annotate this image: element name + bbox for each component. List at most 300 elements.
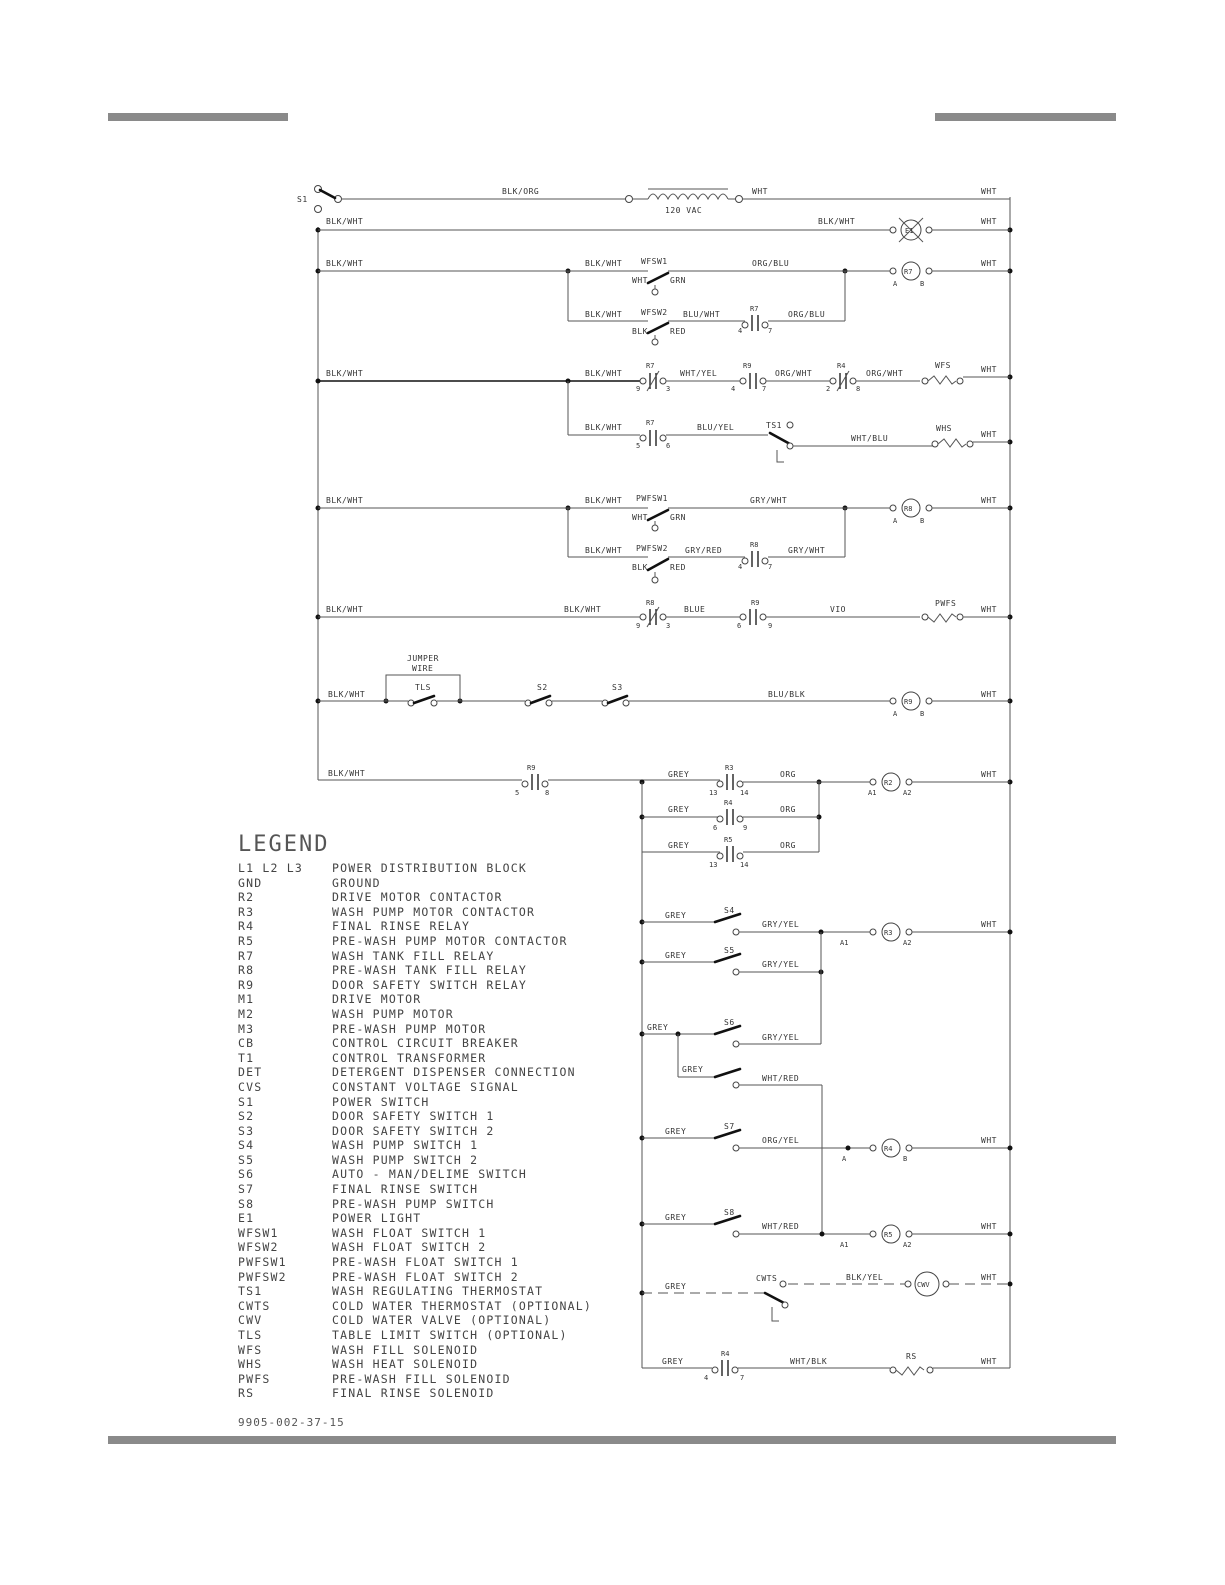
terminal-label: A2 <box>903 939 912 947</box>
rung-prewash-pump <box>640 1208 1013 1249</box>
wire-label: BLK <box>632 563 648 572</box>
switch-label: WFSW1 <box>641 257 668 266</box>
rung-wash-float-1 <box>316 257 1013 345</box>
legend-code: CWV <box>238 1313 263 1328</box>
legend-description: TABLE LIMIT SWITCH (OPTIONAL) <box>332 1328 568 1342</box>
wire-label: GREY <box>668 770 690 779</box>
wire-label: BLK/WHT <box>585 310 623 319</box>
wire-label: GRY/YEL <box>762 1033 800 1042</box>
legend-description: CONSTANT VOLTAGE SIGNAL <box>332 1079 519 1094</box>
s7-switch <box>715 1130 740 1138</box>
legend-code: S6 <box>238 1167 255 1182</box>
legend-row <box>238 1007 592 1022</box>
legend-description: WASH FLOAT SWITCH 2 <box>332 1240 487 1255</box>
terminal-label: B <box>920 710 925 718</box>
terminal-label: 14 <box>740 861 749 869</box>
legend-row <box>238 905 592 920</box>
legend-code: GND <box>238 875 263 890</box>
wire-label: GREY <box>682 1065 704 1074</box>
legend-code: TS1 <box>238 1284 263 1299</box>
switch-label: S7 <box>724 1122 735 1131</box>
terminal-label: 3 <box>666 622 671 630</box>
wire-label: BLK/WHT <box>585 423 623 432</box>
legend-description: PRE-WASH TANK FILL RELAY <box>332 963 527 978</box>
rung-prewash-float-1 <box>316 494 1013 583</box>
switch-label: TLS <box>415 683 431 692</box>
terminal-label: 7 <box>768 563 773 571</box>
legend-code: S5 <box>238 1152 255 1167</box>
terminal-label: A1 <box>868 789 877 797</box>
legend-row <box>238 1138 592 1153</box>
legend-row <box>238 1167 592 1182</box>
legend-row <box>238 1051 592 1066</box>
terminal-label: 7 <box>762 385 767 393</box>
legend-code: PWFS <box>238 1371 271 1386</box>
legend-row <box>238 1182 592 1197</box>
contact-label: R3 <box>725 764 734 772</box>
component-label: R7 <box>904 268 913 276</box>
component-label: R9 <box>904 698 913 706</box>
wire-label: GRN <box>670 513 686 522</box>
wire-label: BLK/ORG <box>502 187 540 196</box>
legend-list <box>238 861 592 1401</box>
legend-description: PRE-WASH PUMP MOTOR CONTACTOR <box>332 933 568 948</box>
wash-fill-solenoid <box>928 376 956 384</box>
legend-description: WASH TANK FILL RELAY <box>332 948 495 963</box>
terminal-label: B <box>920 517 925 525</box>
terminal-label: 5 <box>636 442 641 450</box>
legend-row <box>238 934 592 949</box>
legend-code: S7 <box>238 1182 255 1197</box>
legend-code: CVS <box>238 1079 263 1094</box>
wire-label: ORG/YEL <box>762 1136 800 1145</box>
legend-code: R2 <box>238 890 255 905</box>
terminal-label: A2 <box>903 1241 912 1249</box>
legend-description: CONTROL TRANSFORMER <box>332 1050 487 1065</box>
wire-label: BLU/BLK <box>768 690 806 699</box>
wire-label: ORG <box>780 841 796 850</box>
rung-final-rinse <box>640 1122 1013 1163</box>
legend-row <box>238 949 592 964</box>
wire-label: BLU/WHT <box>683 310 721 319</box>
contact-label: R8 <box>646 599 655 607</box>
wire-label: WHT <box>981 690 997 699</box>
legend-code: PWFSW1 <box>238 1255 287 1270</box>
wire-label: GRY/WHT <box>788 546 826 555</box>
component-label: WFS <box>935 361 951 370</box>
legend-row <box>238 1197 592 1212</box>
legend-description: POWER SWITCH <box>332 1094 430 1109</box>
component-label: R4 <box>884 1145 893 1153</box>
contact-label: R7 <box>646 362 655 370</box>
terminal-label: B <box>903 1155 908 1163</box>
terminal-label: 7 <box>768 327 773 335</box>
switch-label: S3 <box>612 683 623 692</box>
component-label: PWFS <box>935 599 957 608</box>
contact-label: R9 <box>743 362 752 370</box>
legend-row <box>238 1284 592 1299</box>
legend-description: WASH PUMP SWITCH 1 <box>332 1138 479 1153</box>
legend <box>238 832 592 1401</box>
legend-row <box>238 1357 592 1372</box>
legend-description: WASH PUMP MOTOR CONTACTOR <box>332 904 536 919</box>
legend-row <box>238 1211 592 1226</box>
terminal-label: 9 <box>636 385 641 393</box>
s6-switch-delime <box>715 1069 740 1077</box>
legend-code: WHS <box>238 1357 263 1372</box>
legend-description: PRE-WASH FILL SOLENOID <box>332 1371 511 1386</box>
legend-code: S2 <box>238 1109 255 1124</box>
wire-label: ORG/WHT <box>866 369 904 378</box>
terminal-label: 13 <box>709 789 718 797</box>
contact-label: R8 <box>750 541 759 549</box>
terminal-label: A <box>893 517 898 525</box>
legend-code: M3 <box>238 1021 255 1036</box>
wire-label: BLK/WHT <box>564 605 602 614</box>
component-label: RS <box>906 1352 917 1361</box>
contact-label: R4 <box>837 362 846 370</box>
wire-label: GRY/RED <box>685 546 723 555</box>
ts1-thermostat <box>770 433 790 444</box>
jumper-label: WIRE <box>412 664 434 673</box>
terminal-label: 6 <box>713 824 718 832</box>
wire-label: WHT/RED <box>762 1222 800 1231</box>
wire-label: WHT <box>981 365 997 374</box>
terminal-label: 4 <box>704 1374 709 1382</box>
terminal-label: 4 <box>738 563 743 571</box>
legend-row <box>238 1036 592 1051</box>
legend-description: DRIVE MOTOR <box>332 992 422 1007</box>
terminal-label: B <box>920 280 925 288</box>
switch-label: S5 <box>724 946 735 955</box>
legend-code: PWFSW2 <box>238 1269 287 1284</box>
legend-description: COLD WATER VALVE (OPTIONAL) <box>332 1313 552 1328</box>
terminal-label: 7 <box>740 1374 745 1382</box>
s1-label: S1 <box>297 195 308 204</box>
wire-label: WHT <box>981 1222 997 1231</box>
terminal-label: 4 <box>738 327 743 335</box>
switch-label: PWFSW1 <box>636 494 668 503</box>
legend-row <box>238 1313 592 1328</box>
legend-row <box>238 1240 592 1255</box>
rung-transformer <box>297 186 1010 216</box>
legend-description: POWER LIGHT <box>332 1211 422 1226</box>
wire-label: WHT/BLU <box>851 434 889 443</box>
legend-description: WASH REGULATING THERMOSTAT <box>332 1284 544 1299</box>
wire-label: WHT <box>981 605 997 614</box>
legend-description: PRE-WASH PUMP MOTOR <box>332 1021 487 1036</box>
legend-description: FINAL RINSE RELAY <box>332 919 471 934</box>
legend-description: DOOR SAFETY SWITCH RELAY <box>332 977 527 992</box>
legend-description: DETERGENT DISPENSER CONNECTION <box>332 1065 576 1080</box>
wire-label: GREY <box>668 805 690 814</box>
wire-label: BLU/YEL <box>697 423 735 432</box>
wire-label: BLK/WHT <box>326 369 364 378</box>
legend-code: R4 <box>238 919 255 934</box>
wire-label: GREY <box>668 841 690 850</box>
legend-row <box>238 1124 592 1139</box>
legend-code: S4 <box>238 1138 255 1153</box>
legend-row <box>238 1372 592 1387</box>
contact-label: R9 <box>527 764 536 772</box>
wire-label: BLUE <box>684 605 706 614</box>
legend-description: FINAL RINSE SOLENOID <box>332 1386 495 1401</box>
wire-label: BLK/WHT <box>326 217 364 226</box>
legend-code: DET <box>238 1065 263 1080</box>
s5-switch <box>715 954 740 962</box>
terminal-label: 8 <box>545 789 550 797</box>
wire-label: BLK/WHT <box>585 546 623 555</box>
legend-row <box>238 1343 592 1358</box>
component-label: E1 <box>905 227 914 235</box>
wfsw1-switch <box>648 273 668 283</box>
s8-switch <box>715 1216 740 1224</box>
legend-description: WASH PUMP SWITCH 2 <box>332 1152 479 1167</box>
legend-code: T1 <box>238 1050 255 1065</box>
wire-label: BLK/WHT <box>585 369 623 378</box>
wire-label: GREY <box>665 951 687 960</box>
wire-label: WHT <box>981 217 997 226</box>
wire-label: BLK/WHT <box>818 217 856 226</box>
prewash-fill-solenoid <box>928 614 956 622</box>
wire-label: GREY <box>665 1213 687 1222</box>
component-label: R3 <box>884 929 893 937</box>
legend-description: WASH HEAT SOLENOID <box>332 1357 479 1372</box>
switch-label: PWFSW2 <box>636 544 668 553</box>
wire-label: WHT <box>981 259 997 268</box>
legend-description: FINAL RINSE SWITCH <box>332 1182 479 1197</box>
legend-description: POWER DISTRIBUTION BLOCK <box>332 861 527 875</box>
contact-label: R9 <box>751 599 760 607</box>
legend-description: PRE-WASH FLOAT SWITCH 1 <box>332 1255 519 1270</box>
legend-row <box>238 1255 592 1270</box>
wire-label: GREY <box>647 1023 669 1032</box>
legend-description: GROUND <box>332 875 381 890</box>
contact-label: R4 <box>724 799 733 807</box>
legend-code: S8 <box>238 1196 255 1211</box>
legend-description: DRIVE MOTOR CONTACTOR <box>332 890 503 905</box>
wire-label: WHT <box>632 513 648 522</box>
wire-label: ORG/BLU <box>752 259 790 268</box>
wire-label: BLK/WHT <box>585 496 623 505</box>
wash-heat-solenoid <box>938 439 966 447</box>
legend-code: E1 <box>238 1211 255 1226</box>
wire-label: BLK <box>632 327 648 336</box>
legend-row <box>238 1095 592 1110</box>
terminal-label: 13 <box>709 861 718 869</box>
terminal-label: 8 <box>856 385 861 393</box>
terminal-label: 9 <box>743 824 748 832</box>
wire-label: WHT <box>981 1136 997 1145</box>
legend-description: WASH PUMP MOTOR <box>332 1006 454 1021</box>
drawing-number: 9905-002-37-15 <box>238 1416 345 1429</box>
legend-row <box>238 890 592 905</box>
contact-label: R5 <box>724 836 733 844</box>
legend-code: CWTS <box>238 1298 271 1313</box>
terminal-label: A1 <box>840 939 849 947</box>
legend-code: WFS <box>238 1342 263 1357</box>
switch-label: S2 <box>537 683 548 692</box>
rung-cold-water-optional <box>640 1272 1013 1321</box>
jumper-label: JUMPER <box>407 654 439 663</box>
legend-code: L1 L2 L3 <box>238 861 303 875</box>
wire-label: VIO <box>830 605 846 614</box>
switch-label: CWTS <box>756 1274 778 1283</box>
wfsw2-switch <box>648 323 668 333</box>
rung-door-safety <box>316 654 1013 718</box>
switch-label: WFSW2 <box>641 308 668 317</box>
legend-description: PRE-WASH PUMP SWITCH <box>332 1196 495 1211</box>
legend-description: PRE-WASH FLOAT SWITCH 2 <box>332 1269 519 1284</box>
pwfsw2-switch <box>648 559 668 570</box>
legend-row <box>238 1153 592 1168</box>
component-label: CWV <box>917 1281 930 1289</box>
rung-wash-fill <box>316 361 1013 462</box>
component-label: R2 <box>884 779 893 787</box>
legend-row <box>238 1299 592 1314</box>
legend-description: COLD WATER THERMOSTAT (OPTIONAL) <box>332 1298 592 1313</box>
legend-code: TLS <box>238 1328 263 1342</box>
wire-label: GREY <box>665 1127 687 1136</box>
wire-label: GRY/YEL <box>762 920 800 929</box>
legend-code: R7 <box>238 948 255 963</box>
wire-label: GRY/WHT <box>750 496 788 505</box>
wire-label: BLK/WHT <box>326 259 364 268</box>
wire-label: WHT <box>981 1273 997 1282</box>
contact-label: R4 <box>721 1350 730 1358</box>
legend-row <box>238 1270 592 1285</box>
legend-description: WASH FILL SOLENOID <box>332 1342 479 1357</box>
legend-row <box>238 1109 592 1124</box>
terminal-label: 2 <box>826 385 831 393</box>
legend-row <box>238 919 592 934</box>
legend-code: CB <box>238 1036 255 1051</box>
legend-row <box>238 861 592 876</box>
legend-code: M2 <box>238 1006 255 1021</box>
legend-description: CONTROL CIRCUIT BREAKER <box>332 1036 519 1051</box>
switch-label: S6 <box>724 1018 735 1027</box>
legend-code: R3 <box>238 904 255 919</box>
legend-row <box>238 1328 592 1343</box>
switch-label: TS1 <box>766 421 782 430</box>
wire-label: GREY <box>662 1357 684 1366</box>
legend-code: M1 <box>238 992 255 1007</box>
wire-label: WHT <box>981 920 997 929</box>
wire-label: WHT/RED <box>762 1074 800 1083</box>
legend-row <box>238 992 592 1007</box>
wire-label: ORG/WHT <box>775 369 813 378</box>
legend-code: R8 <box>238 963 255 978</box>
legend-row <box>238 1080 592 1095</box>
rung-prewash-fill <box>316 599 1013 630</box>
terminal-label: 6 <box>666 442 671 450</box>
wire-label: WHT <box>981 187 997 196</box>
s6-switch <box>715 1026 740 1034</box>
rung-power-light <box>316 217 1013 242</box>
legend-row <box>238 876 592 891</box>
wire-label: WHT <box>981 430 997 439</box>
rung-rinse-solenoid <box>642 1350 1010 1382</box>
legend-description: AUTO - MAN/DELIME SWITCH <box>332 1167 527 1182</box>
final-rinse-solenoid <box>896 1367 924 1375</box>
terminal-label: A <box>893 710 898 718</box>
terminal-label: 3 <box>666 385 671 393</box>
legend-code: S1 <box>238 1094 255 1109</box>
wire-label: BLK/WHT <box>326 496 364 505</box>
wire-label: GREY <box>665 911 687 920</box>
terminal-label: 9 <box>768 622 773 630</box>
wire-label: BLK/WHT <box>326 605 364 614</box>
wire-label: GRN <box>670 276 686 285</box>
s4-switch <box>715 914 740 922</box>
transformer-coil <box>648 194 728 199</box>
legend-code: R5 <box>238 933 255 948</box>
terminal-label: 14 <box>740 789 749 797</box>
wire-label: GRY/YEL <box>762 960 800 969</box>
pwfsw1-switch <box>648 510 668 520</box>
legend-description: DOOR SAFETY SWITCH 1 <box>332 1109 495 1124</box>
legend-row <box>238 1022 592 1037</box>
terminal-label: 4 <box>731 385 736 393</box>
wire-label: WHT/YEL <box>680 369 718 378</box>
terminal-label: A <box>893 280 898 288</box>
legend-row <box>238 1065 592 1080</box>
wire-label: WHT <box>981 1357 997 1366</box>
wire-label: RED <box>670 327 686 336</box>
legend-title: LEGEND <box>238 832 330 857</box>
wire-label: BLK/WHT <box>328 690 366 699</box>
legend-code: WFSW2 <box>238 1240 279 1255</box>
legend-row <box>238 978 592 993</box>
wire-label: ORG/BLU <box>788 310 826 319</box>
wire-label: BLK/WHT <box>585 259 623 268</box>
wire-label: GREY <box>665 1282 687 1291</box>
terminal-label: 5 <box>515 789 520 797</box>
terminal-label: A2 <box>903 789 912 797</box>
terminal-label: 6 <box>737 622 742 630</box>
terminal-label: 9 <box>636 622 641 630</box>
legend-description: WASH FLOAT SWITCH 1 <box>332 1225 487 1240</box>
rung-wash-pump <box>640 906 1013 1234</box>
wire-label: WHT <box>981 770 997 779</box>
terminal-label: A <box>842 1155 847 1163</box>
wire-label: WHT <box>752 187 768 196</box>
contact-label: R7 <box>750 305 759 313</box>
legend-code: S3 <box>238 1123 255 1138</box>
switch-label: S4 <box>724 906 735 915</box>
legend-row <box>238 963 592 978</box>
wire-label: BLK/YEL <box>846 1273 884 1282</box>
terminal-label: A1 <box>840 1241 849 1249</box>
component-label: WHS <box>936 424 952 433</box>
legend-description: DOOR SAFETY SWITCH 2 <box>332 1123 495 1138</box>
legend-code: RS <box>238 1386 255 1401</box>
wire-label: ORG <box>780 805 796 814</box>
component-label: R8 <box>904 505 913 513</box>
wire-label: WHT/BLK <box>790 1357 828 1366</box>
legend-code: R9 <box>238 977 255 992</box>
legend-row <box>238 1386 592 1401</box>
switch-label: S8 <box>724 1208 735 1217</box>
legend-code: WFSW1 <box>238 1225 279 1240</box>
wire-label: BLK/WHT <box>328 769 366 778</box>
contact-label: R7 <box>646 419 655 427</box>
legend-row <box>238 1226 592 1241</box>
wire-label: ORG <box>780 770 796 779</box>
component-label: R5 <box>884 1231 893 1239</box>
wire-label: WHT <box>981 496 997 505</box>
voltage-label: 120 VAC <box>665 206 703 215</box>
